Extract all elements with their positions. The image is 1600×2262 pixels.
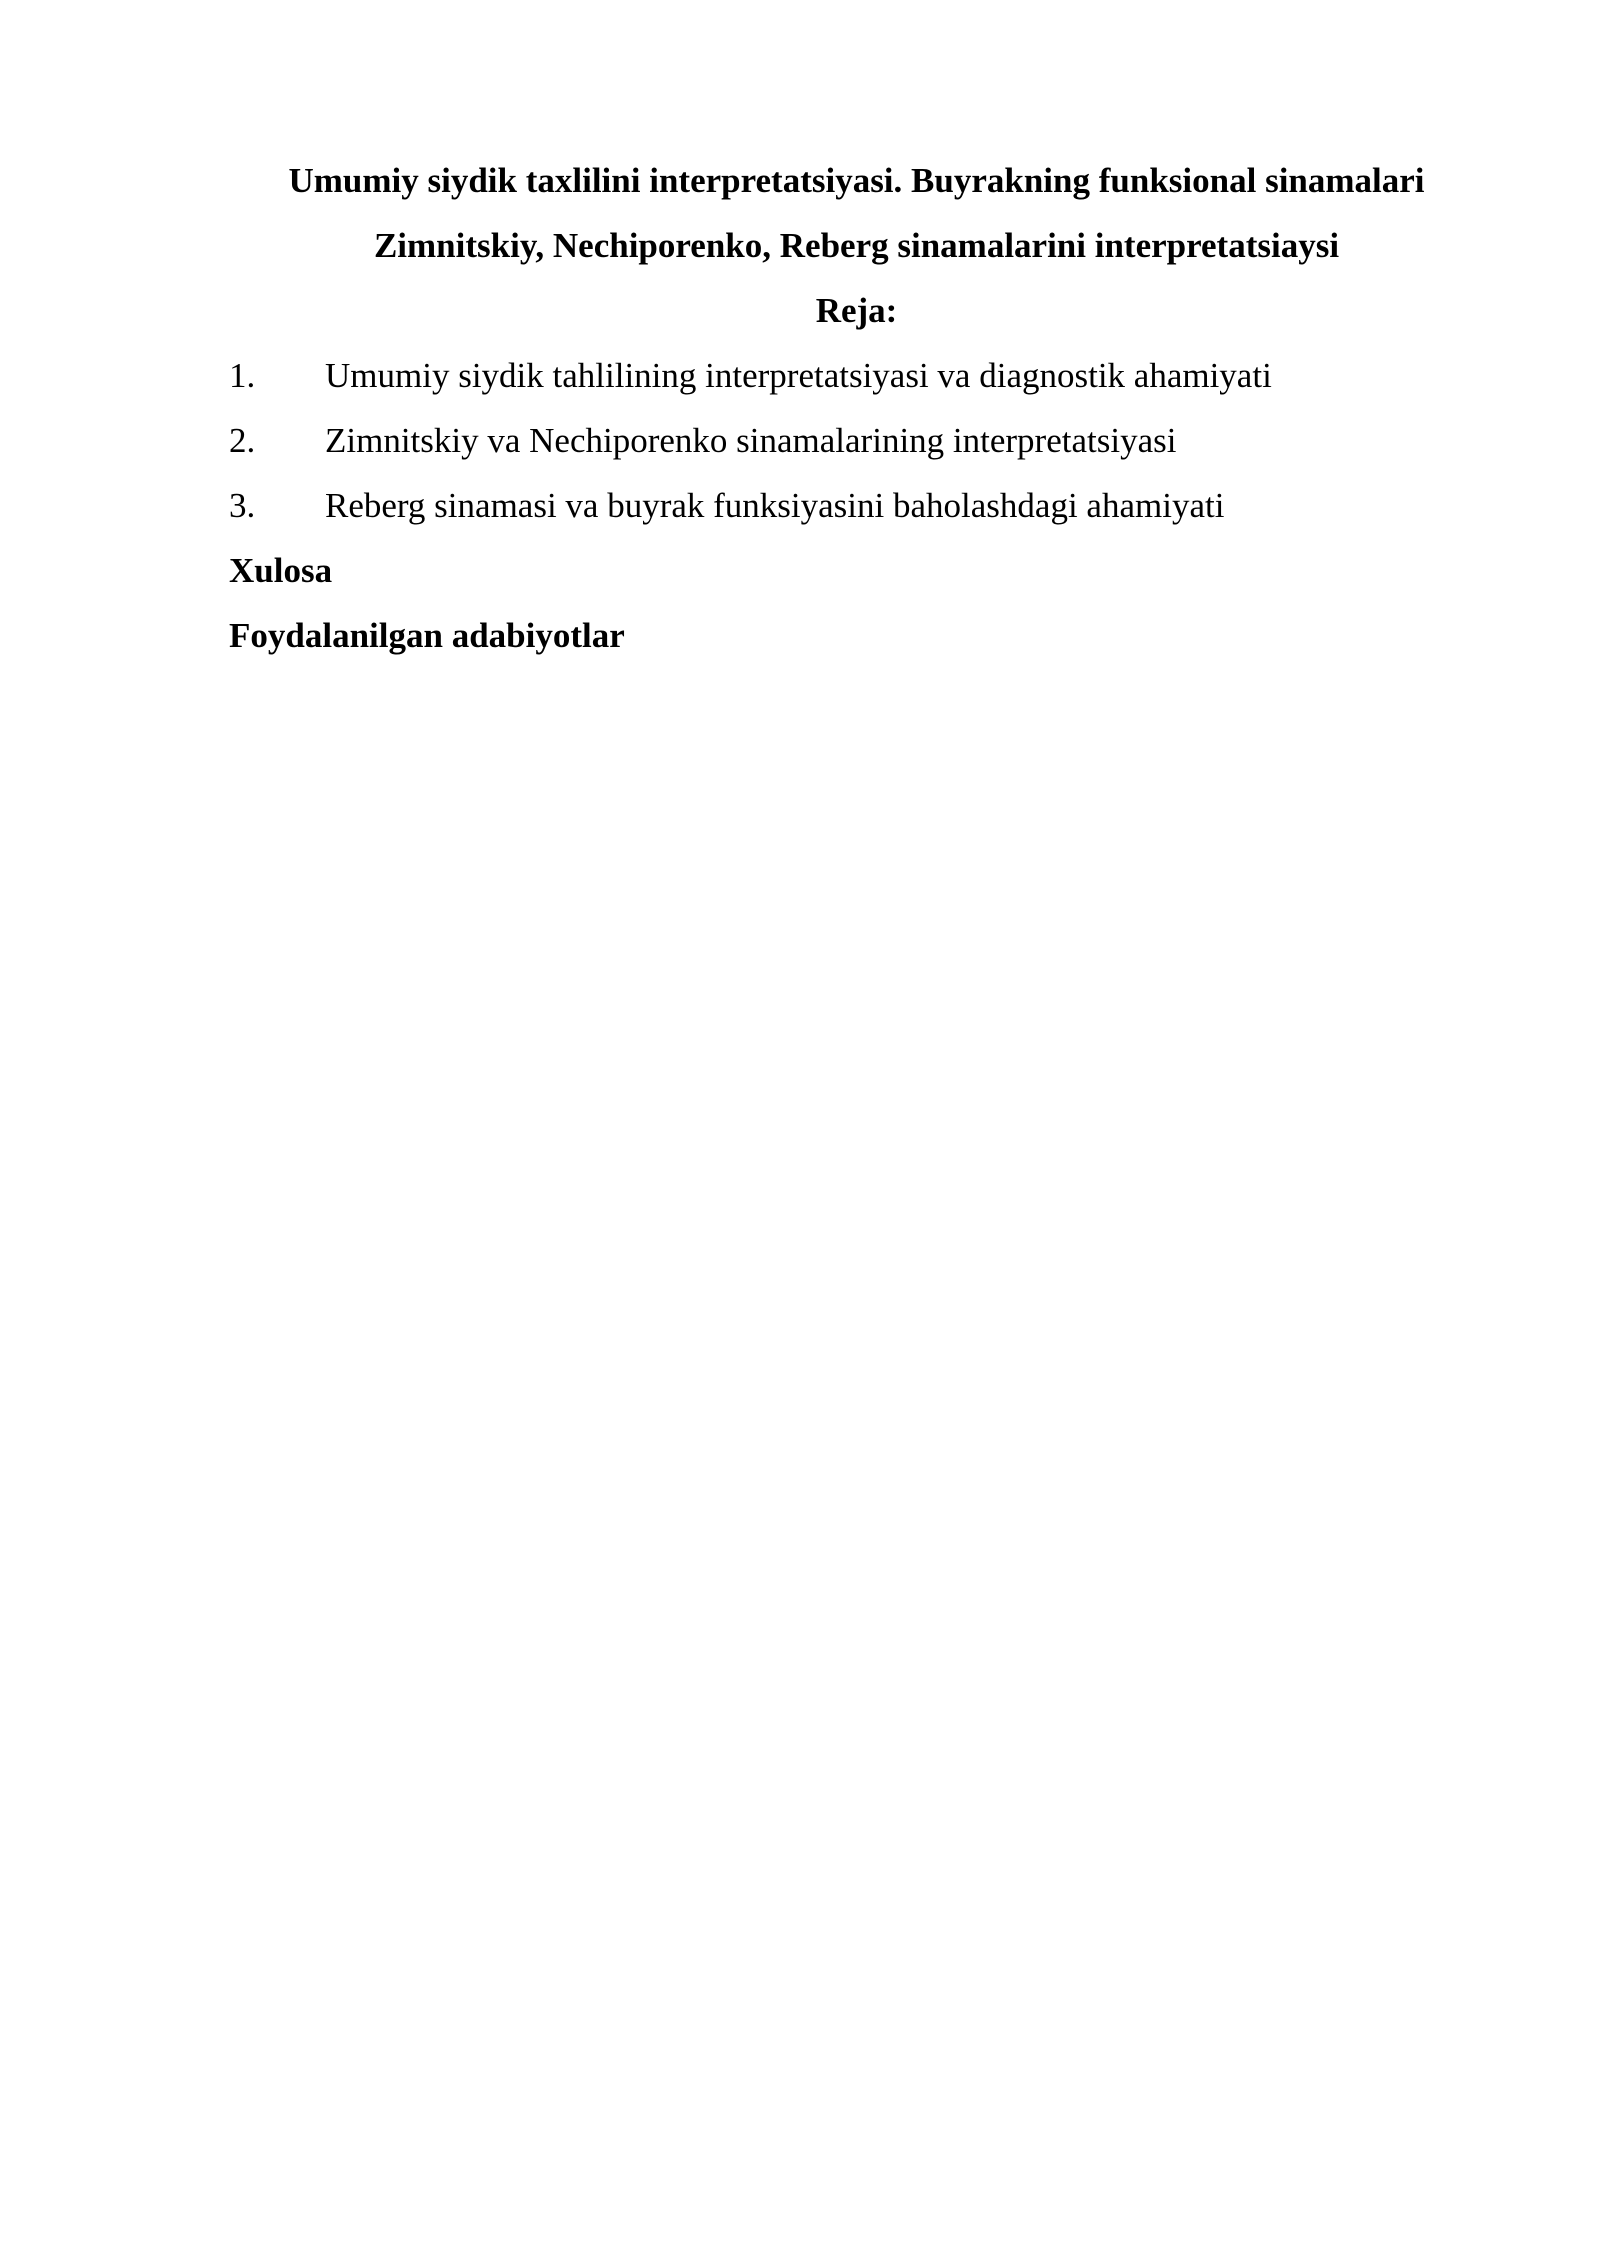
plan-heading: Reja: <box>815 291 898 330</box>
plan-item-number: 1. <box>229 356 256 395</box>
conclusion-heading: Xulosa <box>229 551 333 590</box>
plan-item <box>229 408 1484 473</box>
plan-item <box>229 473 1484 538</box>
document-content <box>229 148 1484 668</box>
plan-item <box>229 343 1484 408</box>
plan-item-text: Zimnitskiy va Nechiporenko sinamalarining interpretatsiyasi <box>325 421 1177 460</box>
plan-item-text: Reberg sinamasi va buyrak funksiyasini baholashdagi ahamiyati <box>325 486 1225 525</box>
plan-list <box>229 343 1484 538</box>
plan-item-number: 3. <box>229 486 256 525</box>
plan-item-text: Umumiy siydik tahlilining interpretatsiyasi va diagnostik ahamiyati <box>325 356 1272 395</box>
document-title-line-1: Umumiy siydik taxlilini interpretatsiyasi. Buyrakning funksional sinamalari <box>288 161 1425 200</box>
plan-item-number: 2. <box>229 421 256 460</box>
document-title-line-2: Zimnitskiy, Nechiporenko, Reberg sinamalarini interpretatsiaysi <box>373 226 1340 265</box>
references-heading: Foydalanilgan adabiyotlar <box>229 616 625 655</box>
